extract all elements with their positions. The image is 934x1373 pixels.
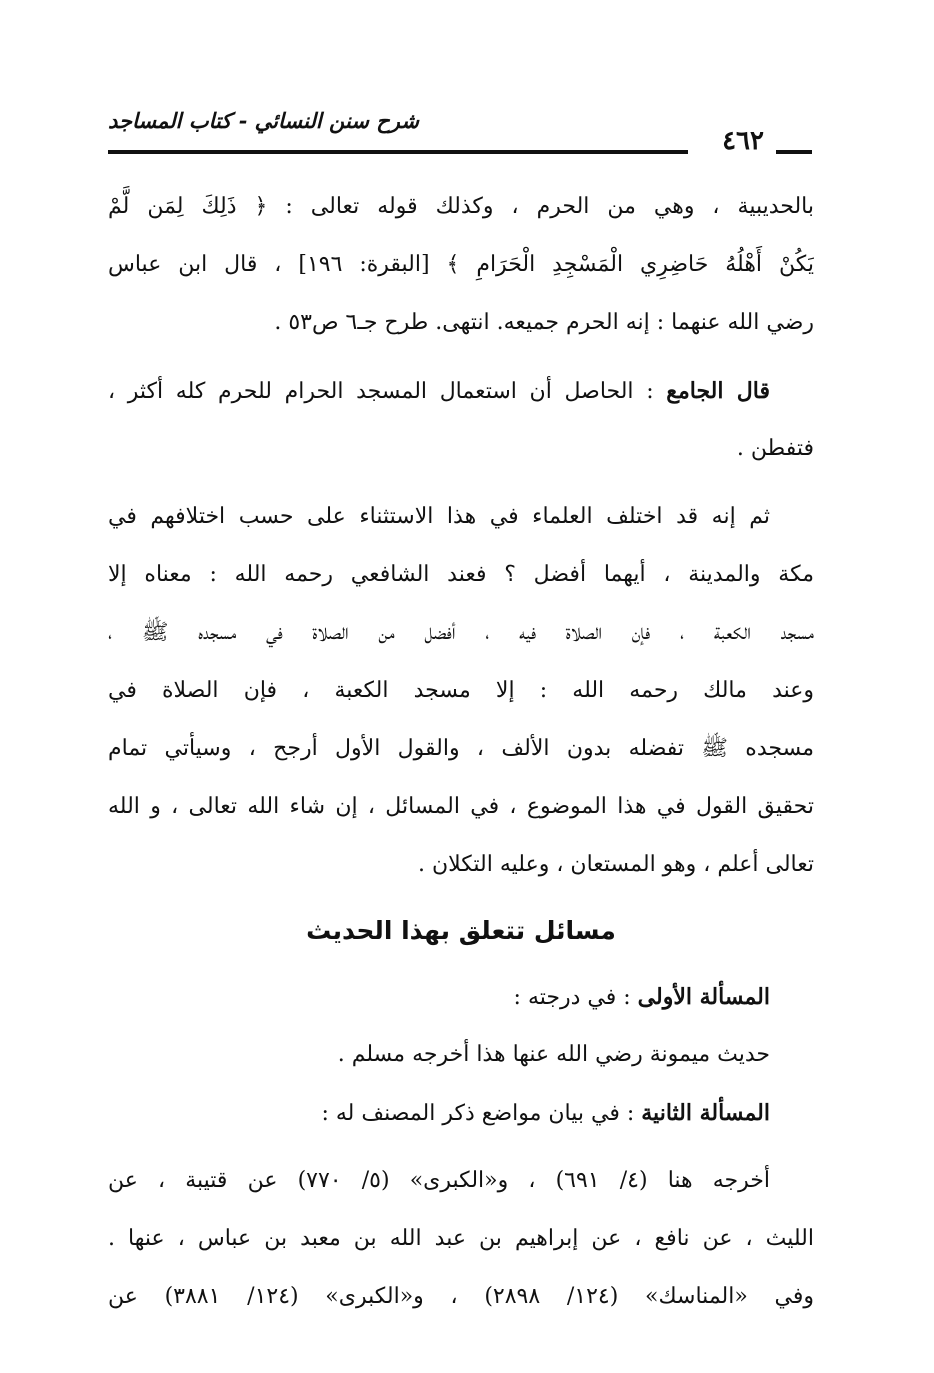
text-line: تحقيق القول في هذا الموضوع ، في المسائل ، إن شاء الله تعالى ، و الله bbox=[108, 794, 814, 819]
text-line: مسجد الكعبة ، فإن الصلاة فيه ، أفضل من الصلاة في مسجده ﷺ ، bbox=[108, 620, 814, 645]
page-body bbox=[108, 178, 814, 1326]
issue-2-text: : في بيان مواضع ذكر المصنف له : bbox=[321, 1101, 642, 1126]
text-line: وعند مالك رحمه الله : إلا مسجد الكعبة ، فإن الصلاة في bbox=[108, 678, 814, 703]
section-heading: مسائل تتعلق بهذا الحديث bbox=[306, 916, 616, 945]
text-line: بالحديبية ، وهي من الحرم ، وكذلك قوله تعالى : ﴿ ذَلِكَ لِمَن لَّمْ bbox=[108, 194, 814, 219]
text-line: رضي الله عنهما : إنه الحرم جميعه. انتهى. طرح جـ٦ ص٥٣ . bbox=[274, 310, 814, 335]
paragraph bbox=[108, 178, 814, 352]
text-line: أخرجه هنا (٤/ ٦٩١) ، و«الكبرى» (٥/ ٧٧٠) عن قتيبة ، عن bbox=[108, 1168, 771, 1193]
issue-1-body: حديث ميمونة رضي الله عنها هذا أخرجه مسلم . bbox=[337, 1042, 770, 1067]
issue-1-title: المسألة الأولى bbox=[637, 984, 770, 1010]
collector-label: قال الجامع bbox=[666, 378, 771, 404]
text-line: مكة والمدينة ، أيهما أفضل ؟ فعند الشافعي رحمه الله : معناه إلا bbox=[108, 562, 814, 587]
text-line: مسجده ﷺ تفضله بدون الألف ، والقول الأول أرجح ، وسيأتي تمام bbox=[108, 736, 814, 761]
paragraph-gap bbox=[108, 1142, 814, 1152]
text-line bbox=[108, 362, 814, 420]
text-line: الليث ، عن نافع ، عن إبراهيم بن عبد الله بن معبد بن عباس ، عنها . bbox=[108, 1226, 814, 1251]
text-line: فتفطن . bbox=[736, 436, 814, 461]
page-number: ٤٦٢ bbox=[722, 126, 764, 156]
text-span: : الحاصل أن استعمال المسجد الحرام للحرم كله أكثر ، bbox=[108, 379, 667, 404]
page-header bbox=[108, 108, 812, 160]
issue-1-line bbox=[108, 968, 814, 1026]
text-line: يَكُنْ أَهْلُهُ حَاضِرِي الْمَسْجِدِ الْحَرَامِ ﴾ [البقرة: ١٩٦] ، قال ابن عباس bbox=[108, 252, 814, 277]
header-rule bbox=[108, 150, 688, 154]
text-line: تعالى أعلم ، وهو المستعان ، وعليه التكلان . bbox=[418, 852, 814, 877]
issue-1-text: : في درجته : bbox=[513, 985, 638, 1010]
issue-2-title: المسألة الثانية bbox=[641, 1100, 770, 1126]
paragraph bbox=[108, 488, 814, 894]
text-line: ثم إنه قد اختلف العلماء في هذا الاستثناء على حسب اختلافهم في bbox=[108, 504, 771, 529]
paragraph bbox=[108, 362, 814, 478]
header-rule-short bbox=[776, 150, 812, 154]
text-line: وفي «المناسك» (١٢٤/ ٢٨٩٨) ، و«الكبرى» (١٢٤/ ٣٨٨١) عن bbox=[108, 1284, 814, 1309]
paragraph-gap bbox=[108, 478, 814, 488]
paragraph bbox=[108, 1152, 814, 1326]
issue-2-line bbox=[108, 1084, 814, 1142]
paragraph-gap bbox=[108, 352, 814, 362]
running-title: شرح سنن النسائي - كتاب المساجد bbox=[108, 108, 419, 133]
